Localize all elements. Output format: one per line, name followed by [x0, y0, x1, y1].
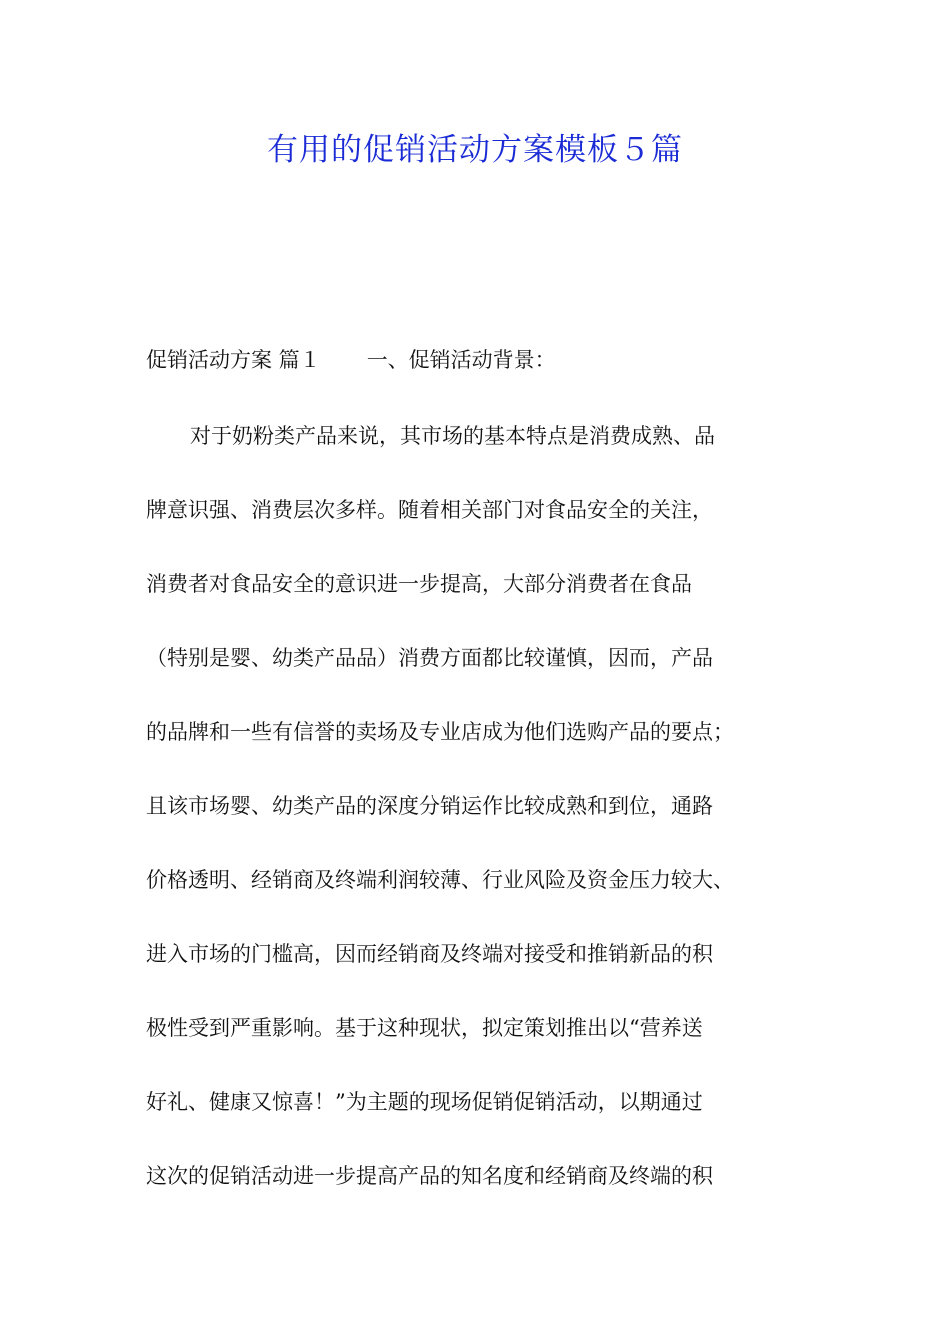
section-subheading: 一、促销活动背景： [366, 348, 556, 372]
body-line: 消费者对食品安全的意识进一步提高，大部分消费者在食品 [146, 572, 692, 596]
body-line: 这次的促销活动进一步提高产品的知名度和经销商及终端的积 [146, 1164, 713, 1188]
body-line: 对于奶粉类产品来说，其市场的基本特点是消费成熟、品 [190, 424, 715, 448]
body-line: 且该市场婴、幼类产品的深度分销运作比较成熟和到位，通路 [146, 794, 713, 818]
section-label: 促销活动方案 篇１ [146, 348, 321, 372]
section-heading [146, 343, 556, 377]
body-line: 极性受到严重影响。基于这种现状，拟定策划推出以“营养送 [146, 1016, 703, 1040]
body-line: 进入市场的门槛高，因而经销商及终端对接受和推销新品的积 [146, 942, 713, 966]
body-line: 牌意识强、消费层次多样。随着相关部门对食品安全的关注， [146, 498, 713, 522]
body-line: 价格透明、经销商及终端利润较薄、行业风险及资金压力较大、 [146, 868, 734, 892]
document-title: 有用的促销活动方案模板５篇 [267, 132, 683, 168]
body-line: 好礼、健康又惊喜！”为主题的现场促销促销活动，以期通过 [146, 1090, 703, 1114]
body-line: （特别是婴、幼类产品品）消费方面都比较谨慎，因而，产品 [146, 646, 713, 670]
body-line: 的品牌和一些有信誉的卖场及专业店成为他们选购产品的要点； [146, 720, 734, 744]
